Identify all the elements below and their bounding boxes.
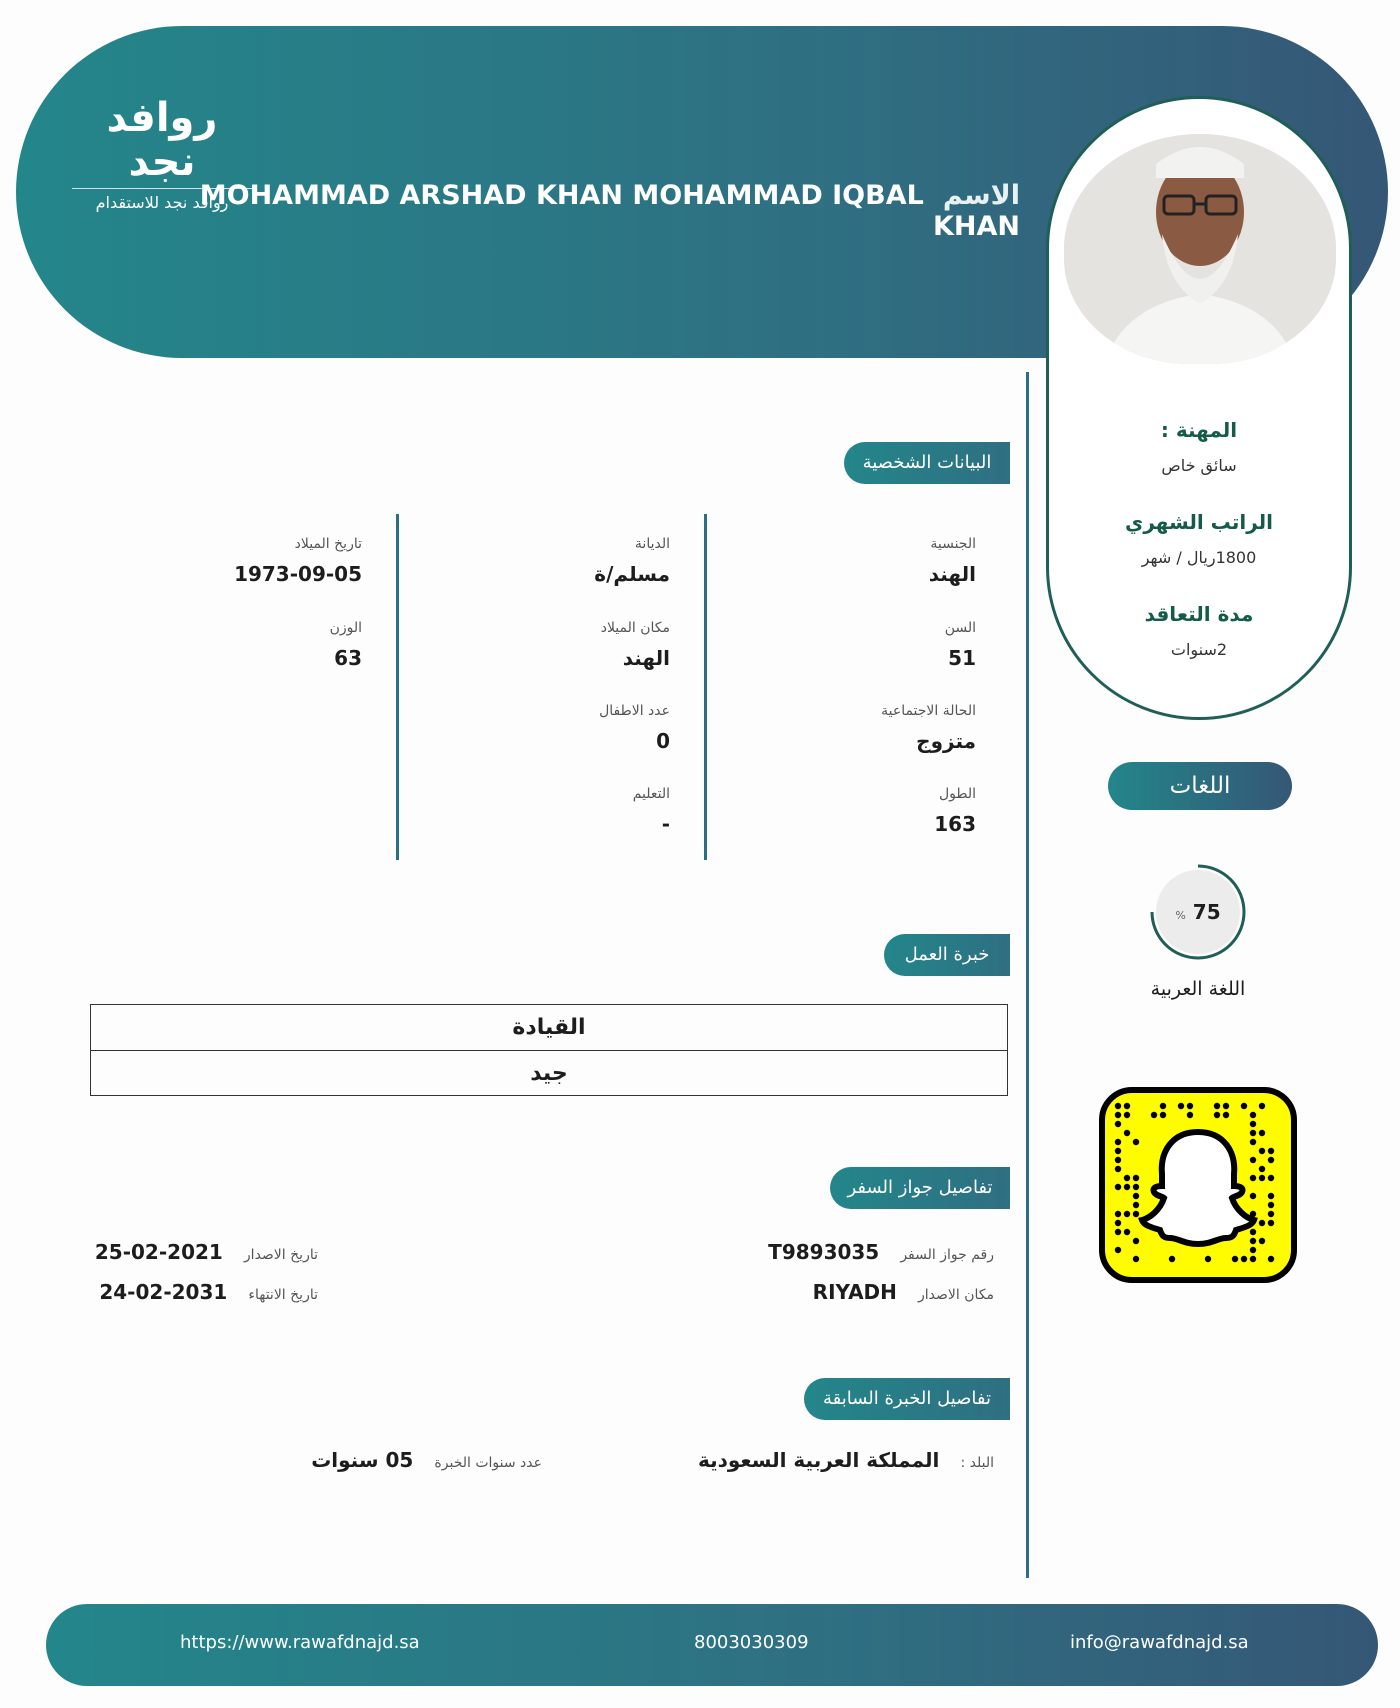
passport-issue-value: 2021-02-25: [94, 1240, 223, 1264]
snapcode-dot: [1115, 1184, 1121, 1190]
footer-bar: [46, 1604, 1378, 1686]
snapcode-dot: [1187, 1112, 1193, 1118]
snapcode-dot: [1250, 1256, 1256, 1262]
experience-level: جيد: [91, 1050, 1007, 1096]
previous-years-label: عدد سنوات الخبرة: [434, 1455, 542, 1471]
passport-issue-label: تاريخ الاصدار: [243, 1247, 318, 1263]
education-value: -: [661, 812, 670, 836]
weight-value: 63: [334, 646, 362, 670]
passport-expiry-label: تاريخ الانتهاء: [248, 1287, 318, 1303]
column-divider: [704, 514, 707, 860]
contract-value: 2سنوات: [1170, 640, 1228, 659]
snapcode-dot: [1268, 1202, 1274, 1208]
snapcode-dot: [1259, 1175, 1265, 1181]
snapcode-dot: [1115, 1220, 1121, 1226]
profile-photo: [1064, 134, 1336, 364]
snapcode-dot: [1241, 1256, 1247, 1262]
education-label: التعليم: [632, 786, 670, 802]
snapcode-dot: [1115, 1247, 1121, 1253]
snapcode-dot: [1250, 1139, 1256, 1145]
snapcode-dot: [1250, 1247, 1256, 1253]
snapcode-dot: [1169, 1256, 1175, 1262]
religion-value: مسلم/ة: [594, 562, 670, 586]
snapcode-dot: [1124, 1211, 1130, 1217]
previous-years-value: 05 سنوات: [311, 1448, 414, 1472]
languages-title: اللغات: [1108, 762, 1292, 810]
section-experience: خبرة العمل: [884, 934, 1010, 976]
snapcode-dot: [1241, 1103, 1247, 1109]
logo-text: روافد نجد للاستقدام: [95, 193, 229, 212]
salary-label: الراتب الشهري: [1125, 510, 1273, 534]
snapcode-dot: [1268, 1220, 1274, 1226]
timeline-line: [1026, 372, 1029, 1578]
previous-country-row: [698, 1448, 994, 1472]
nationality-label: الجنسية: [930, 536, 976, 552]
name-label: الاسم: [942, 180, 1020, 211]
snapcode-dot: [1133, 1139, 1139, 1145]
snapcode-dot: [1205, 1256, 1211, 1262]
footer-website-link[interactable]: https://www.rawafdnajd.sa: [180, 1632, 420, 1653]
snapcode-dot: [1151, 1112, 1157, 1118]
passport-expiry-value: 2031-02-24: [99, 1280, 228, 1304]
snapcode-dot: [1223, 1112, 1229, 1118]
footer-phone[interactable]: 8003030309: [694, 1632, 809, 1653]
snapcode-dot: [1259, 1130, 1265, 1136]
section-personal: البيانات الشخصية: [844, 442, 1010, 484]
snapcode-dot: [1160, 1103, 1166, 1109]
snapcode-dot: [1124, 1103, 1130, 1109]
snapcode-dot: [1268, 1193, 1274, 1199]
snapcode-dot: [1214, 1112, 1220, 1118]
passport-number-row: [768, 1240, 994, 1264]
children-value: 0: [656, 729, 670, 753]
snapcode-dot: [1250, 1112, 1256, 1118]
section-previous-experience: تفاصيل الخبرة السابقة: [804, 1378, 1010, 1420]
children-label: عدد الاطفال: [599, 703, 670, 719]
snapcode-dot: [1268, 1256, 1274, 1262]
salary-value: 1800ريال / شهر: [1141, 548, 1257, 567]
snapcode-dot: [1115, 1103, 1121, 1109]
snapcode-dot: [1250, 1229, 1256, 1235]
snapcode-dot: [1115, 1211, 1121, 1217]
name-row: [120, 180, 1020, 242]
previous-country-value: المملكة العربية السعودية: [697, 1448, 940, 1472]
snapcode-dot: [1232, 1256, 1238, 1262]
name-value: MOHAMMAD ARSHAD KHAN MOHAMMAD IQBAL KHAN: [199, 180, 1020, 242]
snapcode-dot: [1259, 1103, 1265, 1109]
snapcode-dot: [1268, 1175, 1274, 1181]
snapcode-dot: [1250, 1175, 1256, 1181]
language-name: اللغة العربية: [1150, 978, 1246, 1000]
section-passport: تفاصيل جواز السفر: [830, 1167, 1010, 1209]
contract-label: مدة التعاقد: [1144, 602, 1254, 626]
snapcode-dot: [1133, 1238, 1139, 1244]
experience-table: [90, 1004, 1008, 1096]
snapcode-dot: [1115, 1112, 1121, 1118]
snapcode-dot: [1250, 1130, 1256, 1136]
snapcode-dot: [1133, 1256, 1139, 1262]
snapcode-dot: [1115, 1229, 1121, 1235]
snapcode-dot: [1214, 1103, 1220, 1109]
birthplace-label: مكان الميلاد: [600, 620, 670, 636]
snapcode-dot: [1115, 1148, 1121, 1154]
birthdate-value: 1973-09-05: [234, 562, 362, 586]
snapcode-dot: [1124, 1184, 1130, 1190]
snapcode-dot: [1250, 1121, 1256, 1127]
snapcode-dot: [1250, 1193, 1256, 1199]
snapcode-qr[interactable]: [1098, 1086, 1298, 1284]
age-label: السن: [944, 620, 976, 636]
passport-issue-row: [95, 1240, 318, 1264]
snapcode-dot: [1124, 1112, 1130, 1118]
language-progress-dial: [1148, 862, 1248, 962]
snapcode-dot: [1115, 1157, 1121, 1163]
snapcode-dot: [1133, 1175, 1139, 1181]
religion-label: الديانة: [634, 536, 670, 552]
snapcode-dot: [1124, 1229, 1130, 1235]
snapcode-dot: [1124, 1130, 1130, 1136]
snapcode-dot: [1187, 1103, 1193, 1109]
snapcode-dot: [1268, 1148, 1274, 1154]
snapcode-dot: [1268, 1211, 1274, 1217]
snapcode-dot: [1259, 1238, 1265, 1244]
language-percent-value: 75: [1192, 900, 1221, 924]
profession-value: سائق خاص: [1161, 456, 1237, 475]
passport-number-value: T9893035: [768, 1240, 880, 1264]
footer-email-link[interactable]: info@rawafdnajd.sa: [1070, 1632, 1249, 1653]
snapcode-dot: [1250, 1238, 1256, 1244]
snapcode-dot: [1178, 1103, 1184, 1109]
snapcode-dot: [1115, 1166, 1121, 1172]
passport-place-row: [813, 1280, 994, 1304]
snapcode-dot: [1133, 1211, 1139, 1217]
snapcode-dot: [1133, 1202, 1139, 1208]
age-value: 51: [948, 646, 976, 670]
logo-mark: روافد نجد: [106, 95, 218, 185]
column-divider: [396, 514, 399, 860]
previous-years-row: [311, 1448, 542, 1472]
snapcode-dot: [1133, 1184, 1139, 1190]
snapcode-dot: [1223, 1103, 1229, 1109]
passport-number-label: رقم جواز السفر: [900, 1247, 994, 1263]
marital-label: الحالة الاجتماعية: [881, 703, 976, 719]
birthplace-value: الهند: [622, 646, 670, 670]
snapcode-dot: [1259, 1166, 1265, 1172]
snapcode-dot: [1133, 1193, 1139, 1199]
passport-place-value: RIYADH: [812, 1280, 897, 1304]
snapcode-dot: [1115, 1139, 1121, 1145]
experience-skill: القيادة: [512, 1015, 586, 1040]
snapcode-dot: [1250, 1157, 1256, 1163]
snapcode-dot: [1160, 1112, 1166, 1118]
previous-country-label: البلد :: [960, 1455, 994, 1471]
snapcode-dot: [1259, 1148, 1265, 1154]
snapcode-dot: [1268, 1157, 1274, 1163]
weight-label: الوزن: [329, 620, 362, 636]
snapcode-dot: [1124, 1175, 1130, 1181]
profession-label: المهنة :: [1160, 418, 1238, 442]
snapcode-dot: [1259, 1220, 1265, 1226]
height-label: الطول: [938, 786, 976, 802]
birthdate-label: تاريخ الميلاد: [294, 536, 362, 552]
passport-place-label: مكان الاصدار: [918, 1287, 994, 1303]
language-percent-sign: %: [1175, 909, 1186, 922]
height-value: 163: [934, 812, 976, 836]
nationality-value: الهند: [928, 562, 976, 586]
marital-value: متزوج: [916, 729, 976, 753]
passport-expiry-row: [99, 1280, 318, 1304]
snapcode-dot: [1115, 1121, 1121, 1127]
